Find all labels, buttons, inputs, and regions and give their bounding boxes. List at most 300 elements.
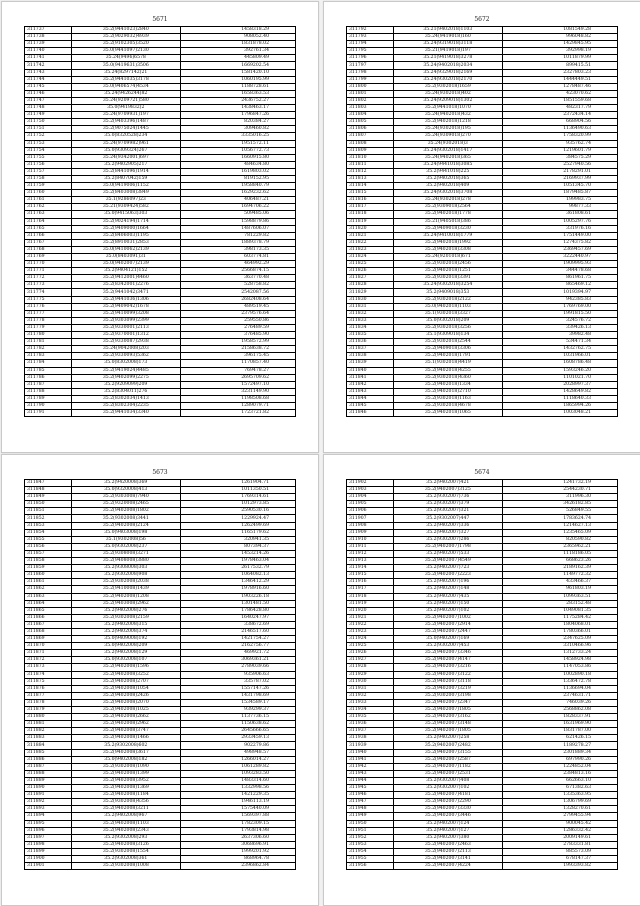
record-id-cell: 311759 [25, 183, 72, 190]
record-id-cell: 311806 [347, 126, 394, 133]
coordinate-cell: 35.0(9441097)2130 [72, 48, 181, 55]
table-row [25, 550, 296, 557]
value-cell: 1049081.35 [502, 607, 617, 614]
value-cell: 1575440.09 [180, 806, 295, 813]
value-cell: 2178291.01 [502, 168, 617, 175]
value-cell: 1081549.28 [502, 27, 617, 34]
record-id-cell: 311799 [347, 76, 394, 83]
record-id-cell: 311875 [25, 678, 72, 685]
table-row [347, 827, 618, 834]
value-cell: 396175.45 [180, 353, 295, 360]
table-row [347, 90, 618, 97]
record-id-cell: 311924 [347, 636, 394, 643]
coordinate-cell: 35.24(9319018)3118 [394, 41, 503, 48]
record-id-cell: 311792 [347, 27, 394, 34]
coordinate-cell: 35.2(9302008)361 [72, 855, 181, 862]
value-cell: 1993393.82 [502, 863, 617, 870]
table-row [347, 841, 618, 848]
value-cell: 1598879.86 [180, 218, 295, 225]
record-id-cell: 311812 [347, 168, 394, 175]
table-row [25, 55, 296, 62]
table-row [347, 692, 618, 699]
table-row [347, 550, 618, 557]
record-id-cell: 311923 [347, 628, 394, 635]
record-id-cell: 311739 [25, 41, 72, 48]
value-cell: 1093283.50 [180, 770, 295, 777]
coordinate-cell: 35.2(8403008)3849 [72, 190, 181, 197]
table-row [25, 834, 296, 841]
record-id-cell: 311920 [347, 607, 394, 614]
record-id-cell: 311871 [25, 650, 72, 657]
coordinate-cell: 35.2(9302008)908 [72, 572, 181, 579]
record-id-cell: 311797 [347, 62, 394, 69]
record-id-cell: 311919 [347, 600, 394, 607]
value-cell: 283152.48 [502, 600, 617, 607]
coordinate-cell: 35.2(9402007)2290 [394, 799, 503, 806]
table-row [25, 41, 296, 48]
record-id-cell: 311837 [347, 346, 394, 353]
value-cell: 384575.29 [502, 154, 617, 161]
record-id-cell: 311805 [347, 119, 394, 126]
coordinate-cell: 35.2(9409018)3230 [394, 225, 503, 232]
record-id-cell: 311867 [25, 621, 72, 628]
table-row [25, 97, 296, 104]
table-row [347, 494, 618, 501]
coordinate-cell: 35.1(9302018)4419 [394, 360, 503, 367]
table-row [347, 848, 618, 855]
value-cell: 1903226.18 [180, 593, 295, 600]
record-id-cell: 311857 [25, 550, 72, 557]
value-cell: 1003048.21 [502, 410, 617, 417]
coordinate-cell: 35.2(9402007)3446 [394, 813, 503, 820]
record-id-cell: 311834 [347, 324, 394, 331]
table-row [347, 558, 618, 565]
value-cell: 392998.19 [502, 48, 617, 55]
table-row [25, 225, 296, 232]
value-cell: 1011350.51 [180, 487, 295, 494]
value-cell: 908052.40 [180, 34, 295, 41]
table-row [25, 360, 296, 367]
record-id-cell: 311852 [25, 515, 72, 522]
value-cell: 1188728.61 [180, 83, 295, 90]
coordinate-cell: 35.2(9441018)1070 [394, 105, 503, 112]
data-table [24, 479, 296, 870]
record-id-cell: 311777 [25, 310, 72, 317]
value-cell: 1136694.04 [502, 685, 617, 692]
table-row [347, 332, 618, 339]
record-id-cell: 311865 [25, 607, 72, 614]
record-id-cell: 311947 [347, 799, 394, 806]
table-row [25, 402, 296, 409]
value-cell: 3068696.91 [180, 841, 295, 848]
record-id-cell: 311815 [347, 190, 394, 197]
value-cell: 1951572.11 [180, 140, 295, 147]
record-id-cell: 311883 [25, 735, 72, 742]
record-id-cell: 311832 [347, 310, 394, 317]
table-row [347, 48, 618, 55]
table-row [25, 168, 296, 175]
value-cell: 1060195.99 [180, 76, 295, 83]
value-cell: 482317.79 [502, 105, 617, 112]
value-cell: 3069361.21 [180, 657, 295, 664]
table-row [347, 62, 618, 69]
value-cell: 1660915.80 [180, 154, 295, 161]
value-cell: 1958572.99 [180, 339, 295, 346]
record-id-cell: 311946 [347, 792, 394, 799]
record-id-cell: 311781 [25, 339, 72, 346]
coordinate-cell: 35.2(9402007)2347 [394, 699, 503, 706]
table-row [347, 175, 618, 182]
value-cell: 1619803.02 [180, 168, 295, 175]
value-cell: 1804068.01 [502, 621, 617, 628]
value-cell: 363770.48 [180, 275, 295, 282]
value-cell: 1061289.82 [180, 763, 295, 770]
record-id-cell: 311916 [347, 579, 394, 586]
table-row [25, 593, 296, 600]
coordinate-cell: 35.2(9402007)3346 [394, 650, 503, 657]
table-row [25, 685, 296, 692]
page-number: 5671 [152, 16, 168, 23]
value-cell: 1432762.75 [502, 346, 617, 353]
coordinate-cell: 35.2(9402008)1596 [72, 664, 181, 671]
coordinate-cell: 35.0(9402018)1103 [394, 303, 503, 310]
value-cell: 746039.26 [502, 699, 617, 706]
value-cell: 1483314.60 [180, 777, 295, 784]
coordinate-cell: 35.2(9302007)408 [394, 777, 503, 784]
record-id-cell: 311833 [347, 317, 394, 324]
coordinate-cell: 35.2(8304011)276 [72, 388, 181, 395]
value-cell: 1769314.61 [180, 494, 295, 501]
table-row [25, 381, 296, 388]
value-cell: 1147053.86 [502, 664, 617, 671]
coordinate-cell: 35.2(9308008)303 [72, 565, 181, 572]
record-id-cell: 311892 [25, 799, 72, 806]
record-id-cell: 311870 [25, 643, 72, 650]
value-cell: 1458924.98 [502, 657, 617, 664]
value-cell: 2379576.64 [180, 310, 295, 317]
table-row [25, 763, 296, 770]
value-cell: 1328270.61 [502, 806, 617, 813]
table-row [25, 367, 296, 374]
coordinate-cell: 35.2(9402007)1798 [394, 543, 503, 550]
value-cell: 526849.55 [502, 508, 617, 515]
value-cell: 1438463.17 [180, 105, 295, 112]
coordinate-cell: 35.21(9402018)1103 [394, 27, 503, 34]
record-id-cell: 311752 [25, 133, 72, 140]
value-cell: 469921.72 [180, 650, 295, 657]
record-id-cell: 311803 [347, 105, 394, 112]
value-cell: 331976.16 [502, 225, 617, 232]
table-row [25, 289, 296, 296]
coordinate-cell: 35.2(9302008)293 [72, 834, 181, 841]
table-row [347, 161, 618, 168]
table-row [25, 735, 296, 742]
coordinate-cell: 35.2(9302007)453 [394, 643, 503, 650]
coordinate-cell: 35.2(9402007)3155 [394, 749, 503, 756]
coordinate-cell: 35.2(9024194)1714 [72, 218, 181, 225]
table-row [347, 183, 618, 190]
table-row [25, 692, 296, 699]
coordinate-cell: 35.2(8407042)159 [72, 175, 181, 182]
table-row [25, 395, 296, 402]
coordinate-cell: 35.2(9302018)1659 [394, 83, 503, 90]
coordinate-cell: 35.0(9419832)2 [72, 105, 181, 112]
table-row [347, 806, 618, 813]
record-id-cell: 311927 [347, 657, 394, 664]
coordinate-cell: 35.2(9302018)3256 [394, 324, 503, 331]
table-row [25, 749, 296, 756]
table-row [25, 275, 296, 282]
coordinate-cell: 35.2(8441096)1914 [72, 168, 181, 175]
table-row [25, 494, 296, 501]
value-cell: 1569397.88 [180, 813, 295, 820]
value-cell: 1769769.00 [502, 303, 617, 310]
coordinate-cell: 35.2(8342001)2276 [72, 282, 181, 289]
record-id-cell: 311909 [347, 529, 394, 536]
table-row [347, 579, 618, 586]
coordinate-cell: 35.2(9302018)2122 [394, 296, 503, 303]
record-id-cell: 311956 [347, 863, 394, 870]
coordinate-cell: 35.2(9402007)1805 [394, 728, 503, 735]
table-row [25, 699, 296, 706]
table-row [347, 770, 618, 777]
coordinate-cell: 35.2(9402018)1778 [394, 211, 503, 218]
coordinate-cell: 35.2(9370001)1312 [72, 332, 181, 339]
table-row [25, 34, 296, 41]
table-row [25, 133, 296, 140]
value-cell: 1261904.71 [180, 480, 295, 487]
record-id-cell: 311895 [25, 820, 72, 827]
table-row [347, 147, 618, 154]
table-row [25, 487, 296, 494]
value-cell: 2009149.61 [502, 834, 617, 841]
record-id-cell: 311775 [25, 296, 72, 303]
coordinate-cell: 35.24(9329018)2169 [394, 69, 503, 76]
coordinate-cell: 35.2(9302008)1554 [72, 848, 181, 855]
value-cell: 1793814.98 [180, 827, 295, 834]
value-cell: 2162756.77 [180, 643, 295, 650]
coordinate-cell: 35.2(9402905)217 [72, 161, 181, 168]
value-cell: 2384813.16 [502, 770, 617, 777]
coordinate-cell: 35.2(9402007)327 [394, 529, 503, 536]
record-id-cell: 311952 [347, 834, 394, 841]
coordinate-cell: 35.0(9402008)209 [72, 643, 181, 650]
record-id-cell: 311850 [25, 501, 72, 508]
record-id-cell: 311816 [347, 197, 394, 204]
coordinate-cell: 35.2(9402007)723 [394, 565, 503, 572]
table-row [347, 310, 618, 317]
table-row [25, 197, 296, 204]
record-id-cell: 311846 [347, 410, 394, 417]
table-row [347, 381, 618, 388]
record-id-cell: 311821 [347, 232, 394, 239]
value-cell: 1051345.70 [502, 183, 617, 190]
value-cell: 2682408.64 [180, 296, 295, 303]
value-cell: 3335016.25 [180, 133, 295, 140]
value-cell: 2933459.13 [180, 735, 295, 742]
value-cell: 1658363.53 [180, 90, 295, 97]
table-row [25, 232, 296, 239]
table-row [25, 339, 296, 346]
record-id-cell: 311874 [25, 671, 72, 678]
record-id-cell: 311848 [25, 487, 72, 494]
record-id-cell: 311779 [25, 324, 72, 331]
table-row [347, 671, 618, 678]
value-cell: 1487606.07 [180, 225, 295, 232]
table-row [25, 728, 296, 735]
table-row [25, 190, 296, 197]
coordinate-cell: 35.2(9302018)2544 [394, 339, 503, 346]
table-row [25, 112, 296, 119]
record-id-cell: 311796 [347, 55, 394, 62]
value-cell: 1335363.95 [502, 792, 617, 799]
table-row [347, 721, 618, 728]
record-id-cell: 311954 [347, 848, 394, 855]
record-id-cell: 311754 [25, 147, 72, 154]
coordinate-cell: 35.2(9412001)4460 [72, 275, 181, 282]
record-id-cell: 311894 [25, 813, 72, 820]
value-cell: 1266014.27 [180, 756, 295, 763]
coordinate-cell: 35.2(9441035)3178 [72, 76, 181, 83]
table-row [347, 410, 618, 417]
record-id-cell: 311935 [347, 714, 394, 721]
table-row [347, 246, 618, 253]
value-cell: 1723721.82 [180, 410, 295, 417]
coordinate-cell: 35.2(9402008)2662 [72, 714, 181, 721]
value-cell: 1289079.71 [180, 402, 295, 409]
table-row [25, 586, 296, 593]
record-id-cell: 311830 [347, 296, 394, 303]
coordinate-cell: 35.24(9402018)2034 [394, 62, 503, 69]
value-cell: 1278487.46 [502, 83, 617, 90]
coordinate-cell: 35.24(9302018)3 [394, 140, 503, 147]
coordinate-cell: 35.2(9402007)336 [394, 522, 503, 529]
coordinate-cell: 35.2(8406003)1195 [72, 232, 181, 239]
coordinate-cell: 35.0(9302018)209 [394, 317, 503, 324]
value-cell: 2396862.84 [180, 863, 295, 870]
coordinate-cell: 35.2(9402018)2710 [394, 388, 503, 395]
coordinate-cell: 35.2(9402008)1399 [72, 770, 181, 777]
table-row [347, 402, 618, 409]
value-cell: 2527940.56 [502, 161, 617, 168]
table-row [25, 848, 296, 855]
value-cell: 668623.26 [502, 558, 617, 565]
table-row [347, 813, 618, 820]
record-id-cell: 311817 [347, 204, 394, 211]
value-cell: 1101021.70 [502, 374, 617, 381]
value-cell: 961803.19 [502, 586, 617, 593]
record-id-cell: 311853 [25, 522, 72, 529]
value-cell: 1909995.93 [502, 261, 617, 268]
record-id-cell: 311822 [347, 239, 394, 246]
coordinate-cell: 35.2(9402007)127 [394, 827, 503, 834]
record-id-cell: 311794 [347, 41, 394, 48]
coordinate-cell: 35.2(9402007)2531 [394, 770, 503, 777]
table-row [347, 289, 618, 296]
value-cell: 1593246.20 [502, 367, 617, 374]
value-cell: 3310466.96 [502, 643, 617, 650]
coordinate-cell: 35.2(8910031)2853 [72, 239, 181, 246]
table-row [25, 282, 296, 289]
record-id-cell: 311901 [25, 863, 72, 870]
coordinate-cell: 35.2(9409000)1664 [72, 225, 181, 232]
coordinate-cell: 35.2(9402008)1208 [72, 593, 181, 600]
table-row [347, 777, 618, 784]
coordinate-cell: 35.2(9402007)3122 [394, 671, 503, 678]
table-row [25, 268, 296, 275]
coordinate-cell: 35.2(9308008)3271 [72, 550, 181, 557]
record-id-cell: 311940 [347, 749, 394, 756]
value-cell: 819152.95 [180, 175, 295, 182]
coordinate-cell: 35.2(9302007)379 [394, 501, 503, 508]
record-id-cell: 311785 [25, 367, 72, 374]
table-row [25, 756, 296, 763]
record-id-cell: 311926 [347, 650, 394, 657]
record-id-cell: 311882 [25, 728, 72, 735]
value-cell: 1005297.76 [502, 218, 617, 225]
value-cell: 2542087.56 [180, 289, 295, 296]
data-table [346, 479, 618, 870]
record-id-cell: 311938 [347, 735, 394, 742]
table-row [347, 261, 618, 268]
table-row [25, 515, 296, 522]
table-row [25, 246, 296, 253]
table-row [25, 175, 296, 182]
coordinate-cell: 35.2(9402007)1805 [394, 707, 503, 714]
value-cell: 498948.57 [180, 749, 295, 756]
coordinate-cell: 35.21(9419018)197 [394, 48, 503, 55]
record-id-cell: 311945 [347, 785, 394, 792]
coordinate-cell: 35.0(9302008)107 [72, 657, 181, 664]
table-row [25, 558, 296, 565]
record-id-cell: 311876 [25, 685, 72, 692]
coordinate-cell: 35.21(9419018)3278 [394, 55, 503, 62]
table-row [347, 529, 618, 536]
table-row [25, 636, 296, 643]
value-cell: 1214627.13 [502, 522, 617, 529]
value-cell: 392761.34 [180, 48, 295, 55]
coordinate-cell: 35.2(9402007)3330 [394, 806, 503, 813]
page-number: 5672 [474, 16, 490, 23]
table-row [347, 303, 618, 310]
record-id-cell: 311928 [347, 664, 394, 671]
record-id-cell: 311955 [347, 855, 394, 862]
record-id-cell: 311737 [25, 27, 72, 34]
value-cell: 2169937.99 [502, 175, 617, 182]
coordinate-cell: 35.0(8302008)173 [72, 360, 181, 367]
table-row [347, 820, 618, 827]
table-row [347, 388, 618, 395]
coordinate-cell: 35.2(9402007)3141 [394, 855, 503, 862]
coordinate-cell: 35.2(8302034)1413 [72, 395, 181, 402]
value-cell: 1780366.01 [502, 628, 617, 635]
coordinate-cell: 35.2(9402008)3211 [72, 806, 181, 813]
value-cell: 1640247.97 [180, 614, 295, 621]
table-row [25, 147, 296, 154]
table-row [347, 785, 618, 792]
record-id-cell: 311942 [347, 763, 394, 770]
coordinate-cell: 35.2(9302008)3441 [72, 515, 181, 522]
coordinate-cell: 35.2(9402007)196 [394, 579, 503, 586]
table-row [347, 395, 618, 402]
coordinate-cell: 35.2(9402008)2343 [72, 827, 181, 834]
value-cell: 2695709.62 [180, 374, 295, 381]
coordinate-cell: 35.24(9042008)203 [72, 346, 181, 353]
record-id-cell: 311915 [347, 572, 394, 579]
coordinate-cell: 35.0(9402007)2139 [72, 261, 181, 268]
table-row [25, 600, 296, 607]
table-row [25, 572, 296, 579]
